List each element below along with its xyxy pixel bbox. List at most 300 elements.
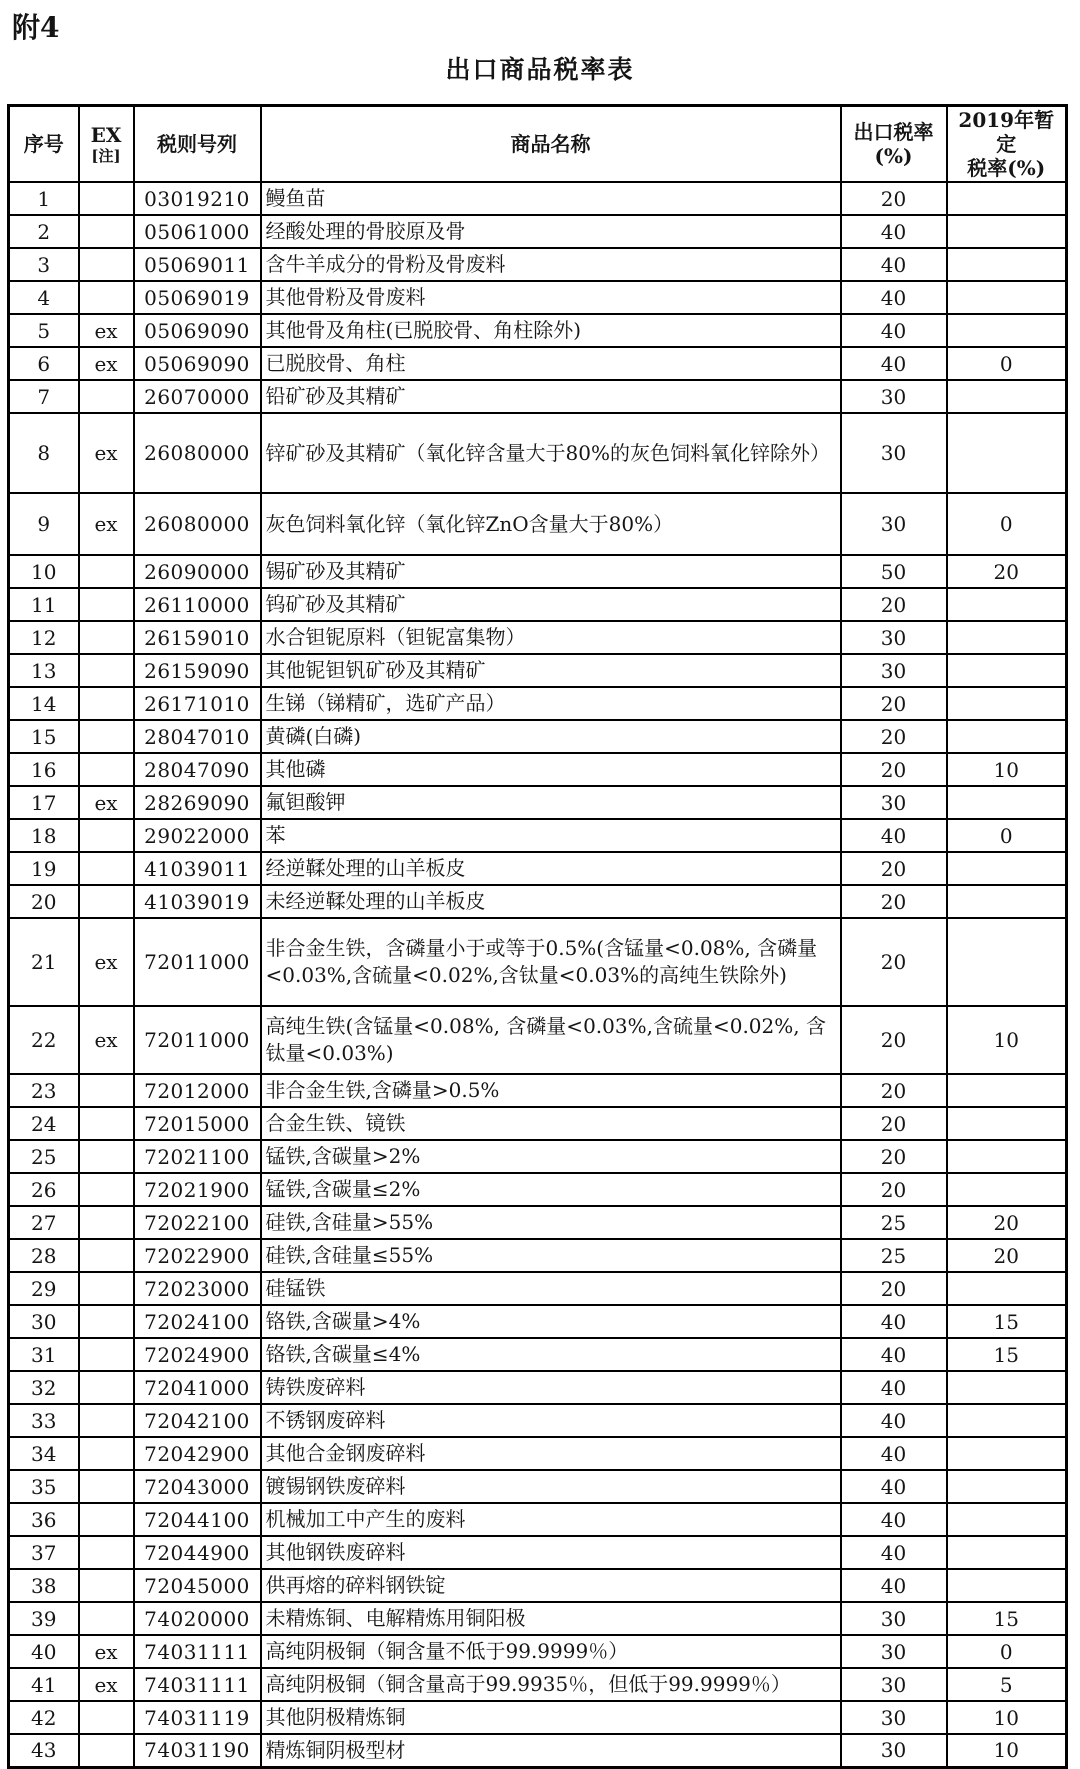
cell-ex-flag [79,1437,134,1470]
cell-product-name: 其他合金钢废碎料 [261,1437,841,1470]
cell-provisional-rate [947,621,1067,654]
cell-index: 39 [9,1602,79,1635]
cell-product-name: 硅铁,含硅量>55% [261,1206,841,1239]
cell-provisional-rate [947,1470,1067,1503]
cell-index: 26 [9,1173,79,1206]
cell-export-rate: 20 [841,720,947,753]
table-row [9,347,1067,380]
cell-tariff-code: 28047090 [134,753,261,786]
cell-tariff-code: 05069090 [134,347,261,380]
cell-product-name: 灰色饲料氧化锌（氧化锌ZnO含量大于80%） [261,493,841,555]
col-header-ex-note: [注] [91,147,121,165]
cell-tariff-code: 72042100 [134,1404,261,1437]
cell-index: 34 [9,1437,79,1470]
cell-index: 23 [9,1074,79,1107]
cell-export-rate: 30 [841,380,947,413]
cell-provisional-rate: 20 [947,1239,1067,1272]
cell-tariff-code: 03019210 [134,182,261,215]
cell-provisional-rate [947,182,1067,215]
cell-export-rate: 30 [841,413,947,493]
cell-provisional-rate: 15 [947,1305,1067,1338]
cell-export-rate: 30 [841,493,947,555]
cell-export-rate: 20 [841,1107,947,1140]
cell-provisional-rate [947,281,1067,314]
cell-export-rate: 30 [841,1734,947,1767]
table-row [9,1470,1067,1503]
cell-index: 9 [9,493,79,555]
cell-ex-flag [79,1734,134,1767]
cell-product-name: 不锈钢废碎料 [261,1404,841,1437]
cell-index: 40 [9,1635,79,1668]
cell-provisional-rate: 10 [947,1701,1067,1734]
table-row [9,1006,1067,1074]
table-row [9,852,1067,885]
cell-ex-flag [79,753,134,786]
cell-export-rate: 30 [841,786,947,819]
cell-export-rate: 40 [841,215,947,248]
cell-tariff-code: 72041000 [134,1371,261,1404]
table-header-row [9,106,1067,183]
cell-ex-flag [79,654,134,687]
cell-tariff-code: 72045000 [134,1569,261,1602]
cell-ex-flag [79,248,134,281]
cell-product-name: 硅铁,含硅量≤55% [261,1239,841,1272]
table-row [9,1437,1067,1470]
cell-index: 27 [9,1206,79,1239]
col-header-ex [79,106,134,183]
cell-tariff-code: 74031111 [134,1635,261,1668]
cell-index: 18 [9,819,79,852]
cell-product-name: 铸铁废碎料 [261,1371,841,1404]
cell-export-rate: 20 [841,753,947,786]
cell-index: 19 [9,852,79,885]
cell-provisional-rate [947,248,1067,281]
cell-product-name: 供再熔的碎料钢铁锭 [261,1569,841,1602]
cell-provisional-rate [947,885,1067,918]
cell-tariff-code: 72021100 [134,1140,261,1173]
cell-provisional-rate: 15 [947,1602,1067,1635]
cell-product-name: 高纯生铁(含锰量<0.08%, 含磷量<0.03%,含硫量<0.02%, 含钛量<0.03%) [261,1006,841,1074]
cell-export-rate: 20 [841,885,947,918]
cell-tariff-code: 26070000 [134,380,261,413]
cell-provisional-rate [947,687,1067,720]
cell-tariff-code: 29022000 [134,819,261,852]
cell-product-name: 水合钽铌原料（钽铌富集物） [261,621,841,654]
cell-product-name: 钨矿砂及其精矿 [261,588,841,621]
table-row [9,1305,1067,1338]
cell-tariff-code: 28269090 [134,786,261,819]
cell-export-rate: 25 [841,1239,947,1272]
col-header-product-name: 商品名称 [261,106,841,183]
export-tax-rate-table [7,104,1068,1769]
cell-product-name: 镀锡钢铁废碎料 [261,1470,841,1503]
table-row [9,720,1067,753]
col-header-provisional-rate [947,106,1067,183]
cell-provisional-rate: 0 [947,493,1067,555]
table-row [9,687,1067,720]
table-row [9,1338,1067,1371]
cell-export-rate: 40 [841,248,947,281]
cell-export-rate: 20 [841,687,947,720]
cell-provisional-rate [947,1437,1067,1470]
cell-product-name: 高纯阴极铜（铜含量不低于99.9999％） [261,1635,841,1668]
cell-provisional-rate [947,1272,1067,1305]
cell-tariff-code: 72042900 [134,1437,261,1470]
cell-tariff-code: 26171010 [134,687,261,720]
cell-tariff-code: 41039019 [134,885,261,918]
table-row [9,1206,1067,1239]
table-row [9,1140,1067,1173]
cell-ex-flag: ex [79,786,134,819]
cell-ex-flag: ex [79,1668,134,1701]
cell-provisional-rate [947,1173,1067,1206]
cell-product-name: 机械加工中产生的废料 [261,1503,841,1536]
cell-provisional-rate [947,1371,1067,1404]
col-header-tariff-code: 税则号列 [134,106,261,183]
cell-ex-flag [79,1536,134,1569]
cell-product-name: 铅矿砂及其精矿 [261,380,841,413]
cell-ex-flag [79,1173,134,1206]
cell-ex-flag: ex [79,347,134,380]
cell-product-name: 氟钽酸钾 [261,786,841,819]
cell-index: 30 [9,1305,79,1338]
table-row [9,1173,1067,1206]
cell-index: 12 [9,621,79,654]
cell-provisional-rate: 10 [947,1006,1067,1074]
cell-index: 29 [9,1272,79,1305]
cell-index: 38 [9,1569,79,1602]
cell-export-rate: 40 [841,1404,947,1437]
cell-tariff-code: 72024100 [134,1305,261,1338]
cell-export-rate: 20 [841,1140,947,1173]
cell-product-name: 经逆鞣处理的山羊板皮 [261,852,841,885]
cell-tariff-code: 72044100 [134,1503,261,1536]
cell-provisional-rate [947,413,1067,493]
cell-ex-flag [79,1305,134,1338]
table-row [9,1602,1067,1635]
cell-ex-flag [79,1470,134,1503]
cell-index: 11 [9,588,79,621]
cell-tariff-code: 26159010 [134,621,261,654]
cell-tariff-code: 05069090 [134,314,261,347]
cell-ex-flag [79,182,134,215]
table-row [9,1635,1067,1668]
table-row [9,1371,1067,1404]
cell-product-name: 锡矿砂及其精矿 [261,555,841,588]
cell-provisional-rate [947,1107,1067,1140]
cell-export-rate: 30 [841,1668,947,1701]
cell-product-name: 黄磷(白磷) [261,720,841,753]
cell-tariff-code: 74020000 [134,1602,261,1635]
cell-ex-flag [79,1602,134,1635]
cell-export-rate: 20 [841,588,947,621]
col-header-ex-line1: EX [90,123,122,147]
cell-index: 37 [9,1536,79,1569]
cell-product-name: 未经逆鞣处理的山羊板皮 [261,885,841,918]
cell-index: 15 [9,720,79,753]
cell-provisional-rate: 20 [947,1206,1067,1239]
cell-index: 36 [9,1503,79,1536]
cell-export-rate: 20 [841,852,947,885]
cell-product-name: 锰铁,含碳量≤2% [261,1173,841,1206]
cell-provisional-rate [947,1140,1067,1173]
cell-product-name: 其他钢铁废碎料 [261,1536,841,1569]
cell-product-name: 未精炼铜、电解精炼用铜阳极 [261,1602,841,1635]
cell-ex-flag [79,1503,134,1536]
cell-provisional-rate: 10 [947,753,1067,786]
cell-provisional-rate [947,720,1067,753]
cell-index: 20 [9,885,79,918]
cell-tariff-code: 26159090 [134,654,261,687]
cell-provisional-rate [947,1536,1067,1569]
cell-provisional-rate [947,1404,1067,1437]
cell-export-rate: 20 [841,1173,947,1206]
cell-ex-flag [79,885,134,918]
cell-ex-flag [79,1272,134,1305]
cell-index: 41 [9,1668,79,1701]
cell-export-rate: 40 [841,1470,947,1503]
cell-index: 42 [9,1701,79,1734]
cell-provisional-rate: 0 [947,819,1067,852]
cell-product-name: 精炼铜阴极型材 [261,1734,841,1767]
cell-tariff-code: 72021900 [134,1173,261,1206]
table-row [9,1074,1067,1107]
cell-product-name: 其他骨粉及骨废料 [261,281,841,314]
table-row [9,248,1067,281]
cell-product-name: 合金生铁、镜铁 [261,1107,841,1140]
cell-index: 13 [9,654,79,687]
cell-index: 24 [9,1107,79,1140]
cell-index: 43 [9,1734,79,1767]
cell-provisional-rate [947,786,1067,819]
cell-export-rate: 25 [841,1206,947,1239]
cell-index: 33 [9,1404,79,1437]
cell-product-name: 硅锰铁 [261,1272,841,1305]
table-row [9,1272,1067,1305]
cell-tariff-code: 26080000 [134,493,261,555]
cell-index: 31 [9,1338,79,1371]
cell-tariff-code: 74031190 [134,1734,261,1767]
cell-index: 35 [9,1470,79,1503]
cell-ex-flag [79,588,134,621]
col-header-provisional-rate-line2: 税率(%) [967,156,1046,180]
cell-provisional-rate: 10 [947,1734,1067,1767]
cell-ex-flag [79,1239,134,1272]
cell-tariff-code: 26080000 [134,413,261,493]
cell-tariff-code: 72023000 [134,1272,261,1305]
table-row [9,1404,1067,1437]
cell-product-name: 锰铁,含碳量>2% [261,1140,841,1173]
cell-product-name: 含牛羊成分的骨粉及骨废料 [261,248,841,281]
cell-index: 16 [9,753,79,786]
cell-export-rate: 30 [841,621,947,654]
cell-ex-flag [79,1404,134,1437]
cell-ex-flag [79,1140,134,1173]
cell-tariff-code: 74031119 [134,1701,261,1734]
cell-ex-flag [79,1074,134,1107]
cell-export-rate: 40 [841,1437,947,1470]
table-row [9,1536,1067,1569]
cell-export-rate: 20 [841,182,947,215]
table-row [9,1734,1067,1767]
col-header-export-rate [841,106,947,183]
cell-ex-flag: ex [79,493,134,555]
cell-product-name: 其他磷 [261,753,841,786]
cell-provisional-rate: 0 [947,1635,1067,1668]
cell-index: 32 [9,1371,79,1404]
cell-tariff-code: 72012000 [134,1074,261,1107]
cell-index: 28 [9,1239,79,1272]
cell-tariff-code: 74031111 [134,1668,261,1701]
cell-export-rate: 30 [841,1635,947,1668]
cell-ex-flag [79,215,134,248]
cell-export-rate: 20 [841,918,947,1006]
col-header-index: 序号 [9,106,79,183]
table-row [9,1239,1067,1272]
cell-ex-flag [79,1206,134,1239]
cell-index: 22 [9,1006,79,1074]
cell-product-name: 锌矿砂及其精矿（氧化锌含量大于80%的灰色饲料氧化锌除外） [261,413,841,493]
col-header-export-rate-unit: (%) [874,144,913,168]
table-row [9,918,1067,1006]
cell-ex-flag [79,1107,134,1140]
cell-index: 25 [9,1140,79,1173]
cell-export-rate: 40 [841,281,947,314]
cell-tariff-code: 26090000 [134,555,261,588]
table-row [9,413,1067,493]
cell-provisional-rate [947,380,1067,413]
cell-ex-flag [79,1569,134,1602]
cell-export-rate: 40 [841,347,947,380]
cell-product-name: 非合金生铁,含磷量>0.5% [261,1074,841,1107]
cell-provisional-rate: 15 [947,1338,1067,1371]
cell-export-rate: 20 [841,1074,947,1107]
cell-tariff-code: 72022900 [134,1239,261,1272]
table-row [9,314,1067,347]
cell-index: 21 [9,918,79,1006]
cell-index: 10 [9,555,79,588]
cell-provisional-rate: 0 [947,347,1067,380]
cell-tariff-code: 72024900 [134,1338,261,1371]
cell-tariff-code: 72022100 [134,1206,261,1239]
cell-ex-flag: ex [79,314,134,347]
cell-tariff-code: 72044900 [134,1536,261,1569]
cell-provisional-rate [947,215,1067,248]
cell-ex-flag [79,380,134,413]
cell-index: 1 [9,182,79,215]
cell-export-rate: 40 [841,819,947,852]
cell-tariff-code: 05069019 [134,281,261,314]
table-row [9,1107,1067,1140]
cell-provisional-rate [947,1569,1067,1602]
table-row [9,1668,1067,1701]
cell-export-rate: 40 [841,1338,947,1371]
cell-provisional-rate [947,918,1067,1006]
cell-ex-flag [79,281,134,314]
cell-export-rate: 40 [841,1305,947,1338]
table-row [9,555,1067,588]
cell-ex-flag [79,819,134,852]
cell-tariff-code: 05069011 [134,248,261,281]
table-row [9,493,1067,555]
table-row [9,1503,1067,1536]
cell-export-rate: 40 [841,1536,947,1569]
cell-product-name: 其他阴极精炼铜 [261,1701,841,1734]
cell-ex-flag [79,1338,134,1371]
cell-product-name: 铬铁,含碳量>4% [261,1305,841,1338]
cell-ex-flag [79,1371,134,1404]
table-row [9,281,1067,314]
cell-provisional-rate: 20 [947,555,1067,588]
cell-export-rate: 50 [841,555,947,588]
cell-ex-flag: ex [79,413,134,493]
cell-export-rate: 40 [841,314,947,347]
cell-ex-flag [79,1701,134,1734]
cell-export-rate: 20 [841,1272,947,1305]
cell-export-rate: 40 [841,1371,947,1404]
cell-index: 5 [9,314,79,347]
table-row [9,1569,1067,1602]
cell-product-name: 高纯阴极铜（铜含量高于99.9935％，但低于99.9999％） [261,1668,841,1701]
table-row [9,621,1067,654]
cell-index: 2 [9,215,79,248]
cell-provisional-rate [947,588,1067,621]
cell-tariff-code: 26110000 [134,588,261,621]
cell-provisional-rate [947,852,1067,885]
cell-index: 14 [9,687,79,720]
cell-index: 7 [9,380,79,413]
cell-export-rate: 30 [841,654,947,687]
table-row [9,885,1067,918]
cell-provisional-rate [947,314,1067,347]
cell-ex-flag [79,852,134,885]
cell-tariff-code: 41039011 [134,852,261,885]
cell-product-name: 经酸处理的骨胶原及骨 [261,215,841,248]
cell-export-rate: 30 [841,1602,947,1635]
cell-export-rate: 30 [841,1701,947,1734]
cell-ex-flag [79,555,134,588]
cell-provisional-rate [947,654,1067,687]
cell-tariff-code: 72011000 [134,1006,261,1074]
table-row [9,753,1067,786]
cell-product-name: 非合金生铁，含磷量小于或等于0.5%(含锰量<0.08%, 含磷量<0.03%,含硫量<0.02%,含钛量<0.03%的高纯生铁除外) [261,918,841,1006]
cell-provisional-rate: 5 [947,1668,1067,1701]
cell-index: 3 [9,248,79,281]
cell-tariff-code: 72043000 [134,1470,261,1503]
cell-export-rate: 20 [841,1006,947,1074]
table-row [9,819,1067,852]
page-title: 出口商品税率表 [445,55,635,84]
table-row [9,1701,1067,1734]
cell-tariff-code: 28047010 [134,720,261,753]
cell-index: 17 [9,786,79,819]
cell-product-name: 鳗鱼苗 [261,182,841,215]
cell-index: 8 [9,413,79,493]
col-header-provisional-rate-line1: 2019年暂定 [958,108,1055,156]
cell-index: 4 [9,281,79,314]
cell-ex-flag: ex [79,918,134,1006]
table-row [9,654,1067,687]
table-row [9,215,1067,248]
table-row [9,380,1067,413]
col-header-export-rate-line1: 出口税率 [853,120,934,144]
cell-product-name: 生锑（锑精矿，选矿产品） [261,687,841,720]
table-body [9,182,1067,1767]
cell-ex-flag [79,621,134,654]
cell-provisional-rate [947,1503,1067,1536]
cell-export-rate: 40 [841,1503,947,1536]
cell-tariff-code: 05061000 [134,215,261,248]
